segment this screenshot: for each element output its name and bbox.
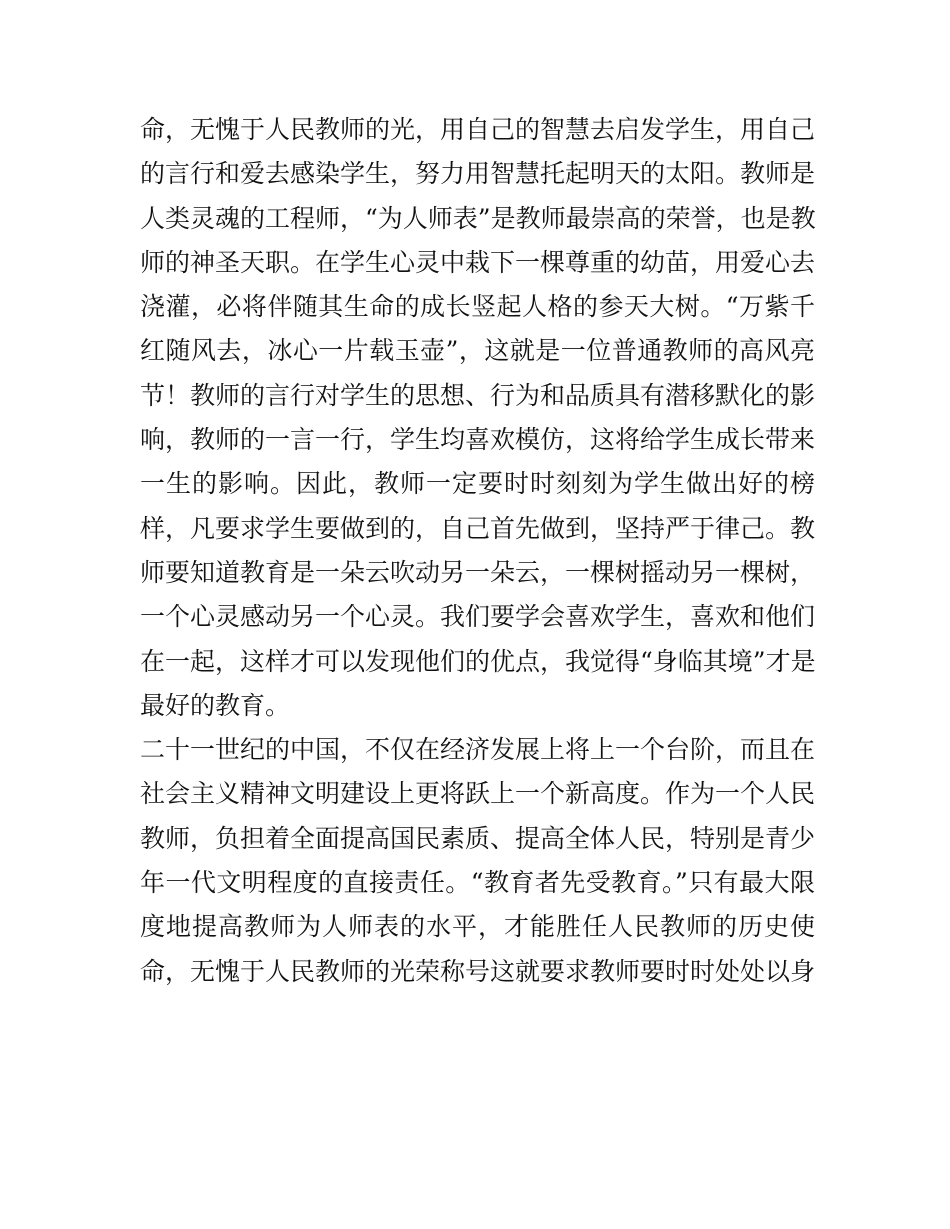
text-line: 师要知道教育是一朵云吹动另一朵云，一棵树摇动另一棵树，: [140, 557, 816, 587]
text-line: 浇灌，必将伴随其生命的成长竖起人格的参天大树。“万紫千: [140, 292, 815, 322]
text-line: 一生的影响。因此，教师一定要时时刻刻为学生做出好的榜: [140, 469, 815, 499]
text-line: 年一代文明程度的直接责任。“教育者先受教育。”只有最大限: [140, 868, 815, 898]
text-line: 响，教师的一言一行，学生均喜欢模仿，这将给学生成长带来: [140, 425, 816, 455]
text-line: 教师，负担着全面提高国民素质、提高全体人民，特别是青少: [140, 823, 816, 853]
text-line: 师的神圣天职。在学生心灵中栽下一棵尊重的幼苗，用爱心去: [140, 247, 816, 277]
text-line: 二十一世纪的中国，不仅在经济发展上将上一个台阶，而且在: [140, 735, 816, 765]
text-line: 命，无愧于人民教师的光荣称号这就要求教师要时时处处以身: [140, 956, 816, 986]
text-line: 一个心灵感动另一个心灵。我们要学会喜欢学生，喜欢和他们: [140, 602, 816, 632]
text-line: 最好的教育。: [140, 690, 291, 720]
text-line: 命，无愧于人民教师的光，用自己的智慧去启发学生，用自己: [140, 115, 816, 144]
text-line: 红随风去，冰心一片载玉壶”，这就是一位普通教师的高风亮: [140, 336, 815, 366]
text-line: 社会主义精神文明建设上更将跃上一个新高度。作为一个人民: [140, 779, 816, 809]
text-line: 节！教师的言行对学生的思想、行为和品质具有潜移默化的影: [140, 380, 816, 410]
text-line: 在一起，这样才可以发现他们的优点，我觉得“身临其境”才是: [140, 646, 816, 676]
text-line: 人类灵魂的工程师，“为人师表”是教师最崇高的荣誉，也是教: [140, 203, 816, 233]
body-text: [140, 108, 815, 994]
text-line: 样，凡要求学生要做到的，自己首先做到，坚持严于律己。教: [140, 513, 816, 543]
text-line: 度地提高教师为人师表的水平，才能胜任人民教师的历史使: [140, 912, 815, 942]
text-line: 的言行和爱去感染学生，努力用智慧托起明天的太阳。教师是: [140, 159, 816, 189]
